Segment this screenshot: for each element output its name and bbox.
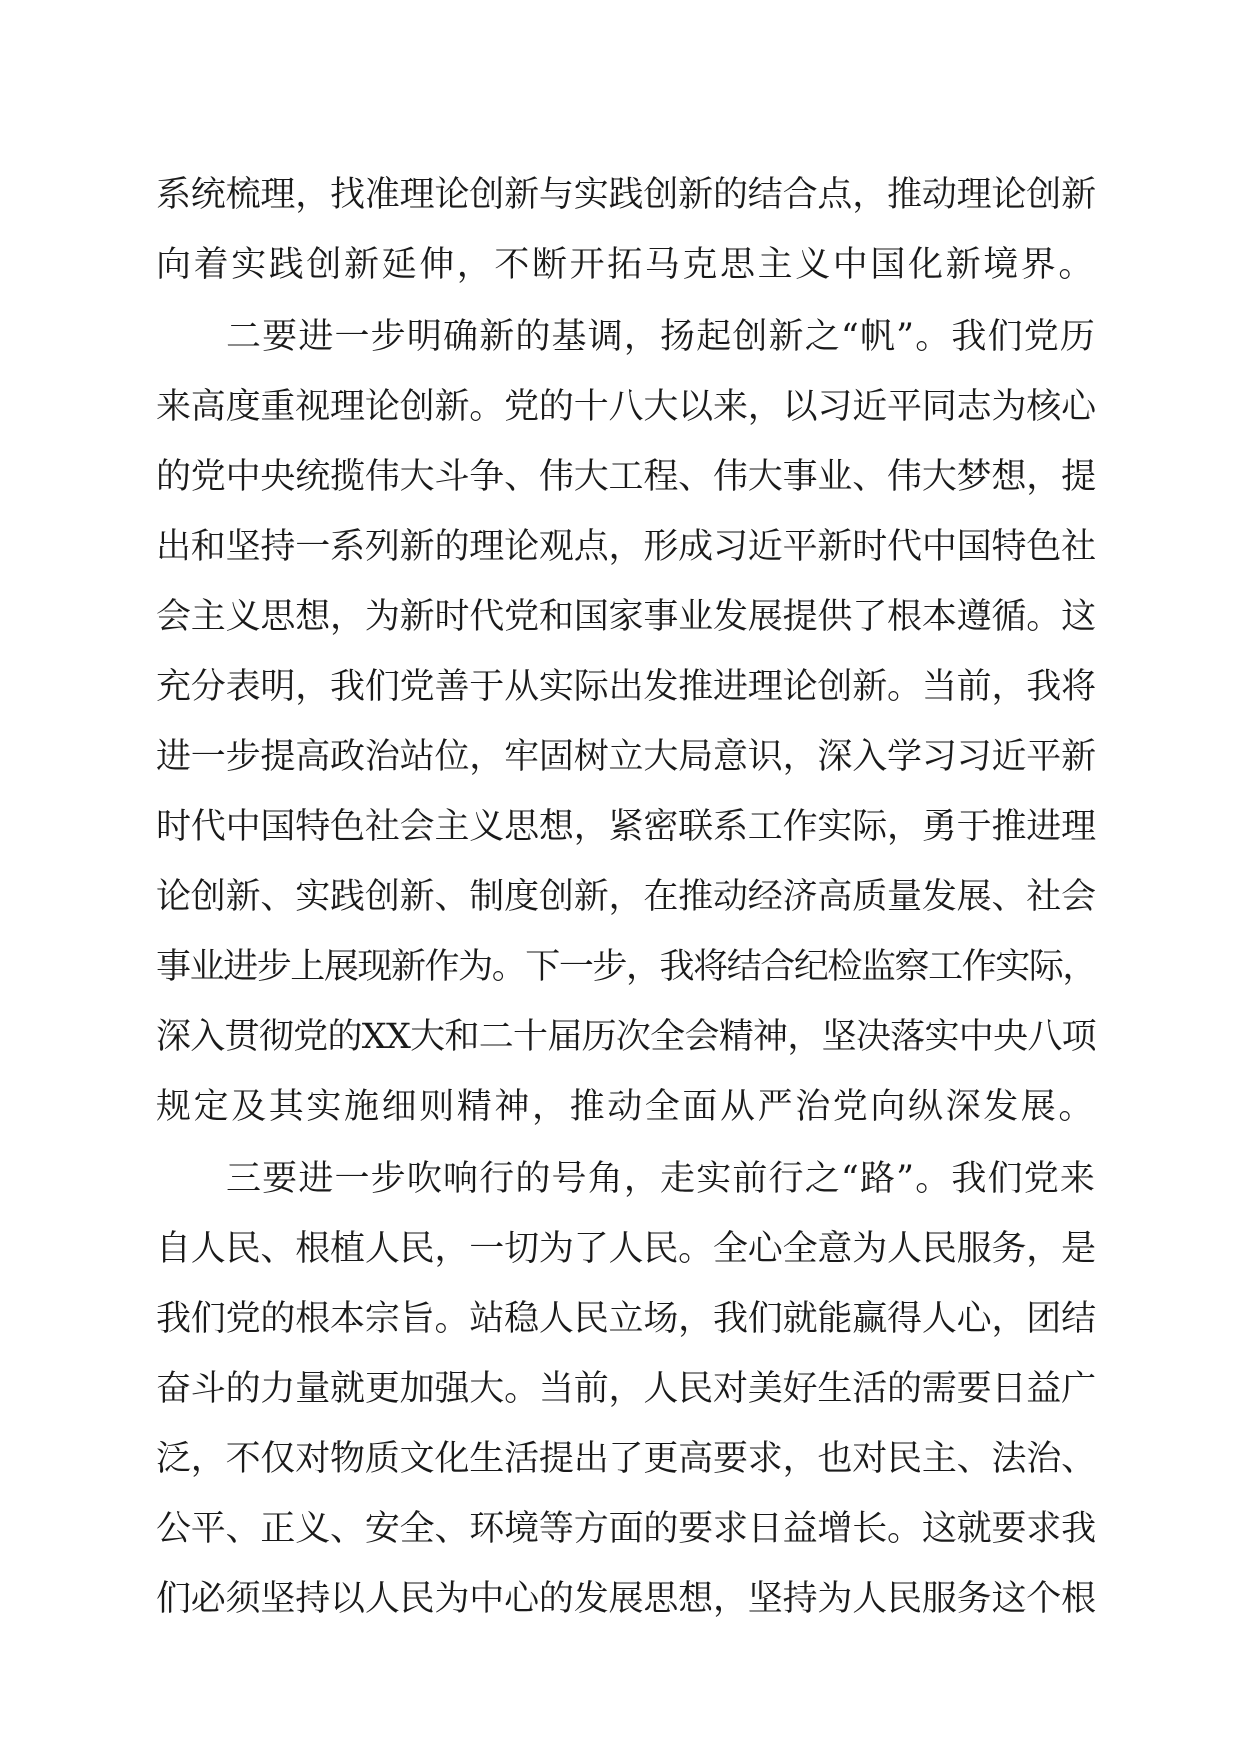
- text-line: 论创新、实践创新、制度创新，在推动经济高质量发展、社会: [156, 877, 1096, 917]
- text-line: 出和坚持一系列新的理论观点，形成习近平新时代中国特色社: [156, 527, 1096, 567]
- text-line: 奋斗的力量就更加强大。当前，人民对美好生活的需要日益广: [156, 1369, 1096, 1409]
- text-line: 会主义思想，为新时代党和国家事业发展提供了根本遵循。这: [156, 597, 1096, 637]
- text-line: 们必须坚持以人民为中心的发展思想，坚持为人民服务这个根: [156, 1579, 1096, 1619]
- text-line: 事业进步上展现新作为。下一步，我将结合纪检监察工作实际，: [156, 947, 1096, 987]
- text-line: 进一步提高政治站位，牢固树立大局意识，深入学习习近平新: [156, 737, 1096, 777]
- text-line: 系统梳理，找准理论创新与实践创新的结合点，推动理论创新: [156, 175, 1096, 215]
- text-line: 泛，不仅对物质文化生活提出了更高要求，也对民主、法治、: [156, 1439, 1096, 1479]
- paragraph-3-first-line: 三要进一步吹响行的号角，走实前行之“路”。我们党来: [226, 1159, 1097, 1199]
- paragraph-2-first-line: 二要进一步明确新的基调，扬起创新之“帆”。我们党历: [226, 317, 1097, 357]
- text-line: 公平、正义、安全、环境等方面的要求日益增长。这就要求我: [156, 1509, 1096, 1549]
- text-line: 时代中国特色社会主义思想，紧密联系工作实际，勇于推进理: [156, 807, 1096, 847]
- text-line: 的党中央统揽伟大斗争、伟大工程、伟大事业、伟大梦想，提: [156, 457, 1096, 497]
- text-line: 深入贯彻党的XX大和二十届历次全会精神，坚决落实中央八项: [156, 1017, 1096, 1057]
- text-line: 我们党的根本宗旨。站稳人民立场，我们就能赢得人心，团结: [156, 1299, 1096, 1339]
- text-line: 来高度重视理论创新。党的十八大以来，以习近平同志为核心: [156, 387, 1096, 427]
- text-line: 充分表明，我们党善于从实际出发推进理论创新。当前，我将: [156, 667, 1096, 707]
- text-line: 规定及其实施细则精神，推动全面从严治党向纵深发展。: [156, 1087, 1097, 1127]
- text-line: 向着实践创新延伸，不断开拓马克思主义中国化新境界。: [156, 245, 1097, 285]
- text-line: 自人民、根植人民，一切为了人民。全心全意为人民服务，是: [156, 1229, 1096, 1269]
